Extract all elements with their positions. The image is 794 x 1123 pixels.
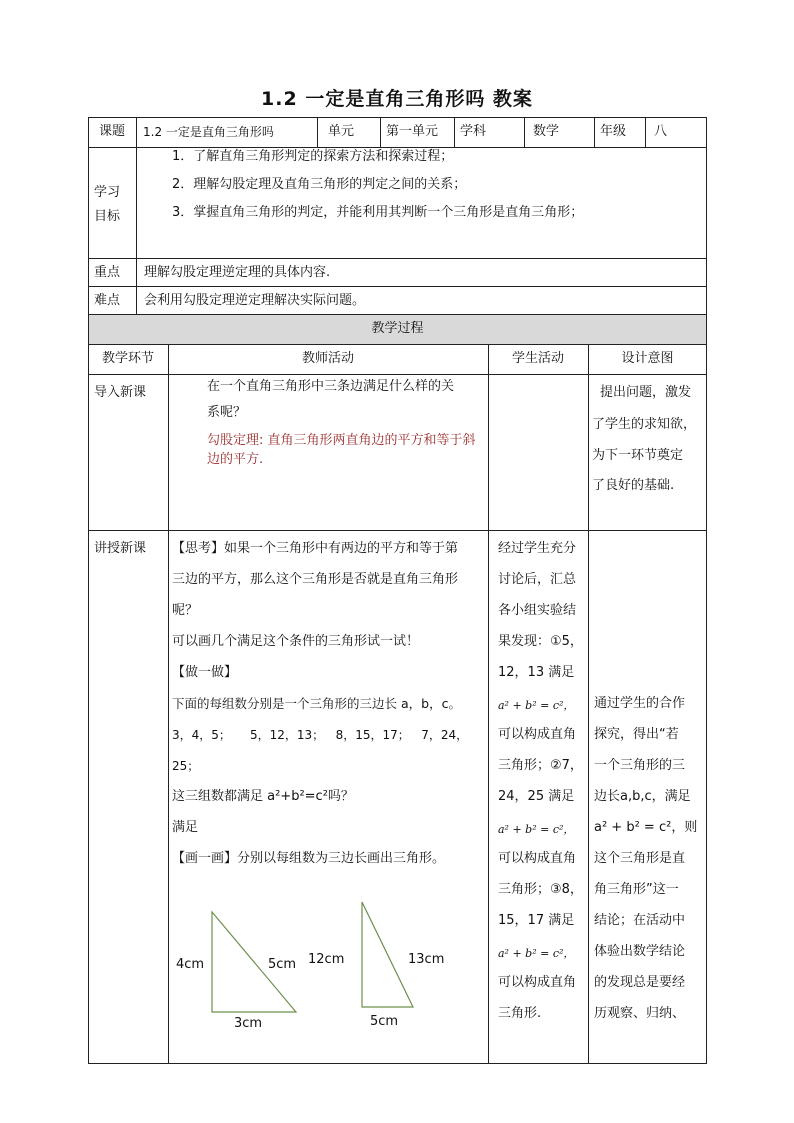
triangle2-left-label: 12cm <box>308 952 345 967</box>
lecture-teacher-line: 三边的平方，那么这个三角形是否就是直角三角形 <box>172 572 459 587</box>
triangle2-hyp-label: 13cm <box>408 952 445 967</box>
intro-teacher-line: 在一个直角三角形中三条边满足什么样的关 <box>207 379 455 394</box>
lecture-teacher-line: 【画一画】分别以每组数为三边长画出三角形。 <box>172 851 446 866</box>
lecture-teacher-line: 可以画几个满足这个条件的三角形试一试！ <box>172 634 420 649</box>
lecture-student-line: 24，25 满足 <box>498 789 575 804</box>
difficulty-label: 难点 <box>94 293 121 308</box>
goal-item: 1．了解直角三角形判定的探索方法和探索过程； <box>172 149 454 164</box>
lecture-intent-line: 这个三角形是直 <box>594 851 686 866</box>
topic-label: 课题 <box>98 124 125 139</box>
lecture-student-line: 讨论后，汇总 <box>498 572 577 587</box>
goal-item: 3．掌握直角三角形的判定，并能利用其判断一个三角形是直角三角形； <box>172 205 584 220</box>
lecture-student-line: 可以构成直角 <box>498 975 577 990</box>
lecture-intent-line: 一个三角形的三 <box>594 758 686 773</box>
grade-value: 八 <box>654 124 668 139</box>
lecture-student-line: 三角形；②7， <box>498 758 583 773</box>
lecture-teacher-line: 3，4，5； 5，12，13； 8，15，17； 7，24， <box>172 728 469 742</box>
lecture-student-line: 三角形；③8， <box>498 882 583 897</box>
subject-label: 学科 <box>460 124 487 139</box>
lecture-student-line: 可以构成直角 <box>498 851 577 866</box>
unit-label: 单元 <box>328 124 355 139</box>
lecture-teacher-line: 满足 <box>172 820 199 835</box>
lecture-teacher-line: 这三组数都满足 a²+b²=c²吗？ <box>172 789 354 804</box>
pythagorean-theorem-note: 勾股定理: 直角三角形两直角边的平方和等于斜边的平方. <box>207 433 476 467</box>
lecture-teacher-line: 下面的每组数分别是一个三角形的三边长 a，b，c。 <box>172 696 461 711</box>
lecture-teacher-line: 【做一做】 <box>172 665 238 680</box>
lecture-student-line: 12，13 满足 <box>498 665 575 680</box>
lecture-student-line: 果发现：①5， <box>498 634 583 649</box>
lecture-intent-line: 结论；在活动中 <box>594 913 686 928</box>
lecture-intent-line: 的发现总是要经 <box>594 975 686 990</box>
lecture-intent-line: 通过学生的合作 <box>594 696 686 711</box>
column-header-student: 学生活动 <box>511 351 564 366</box>
column-header-teacher: 教师活动 <box>301 351 354 366</box>
key-point-label: 重点 <box>94 265 121 280</box>
intro-stage: 导入新课 <box>94 385 147 400</box>
page-title: 1.2 一定是直角三角形吗 教案 <box>261 88 533 110</box>
lecture-student-formula: a² + b² = c²， <box>498 699 575 712</box>
lecture-teacher-line: 呢？ <box>172 603 199 618</box>
triangle1-left-label: 4cm <box>176 957 205 972</box>
process-header: 教学过程 <box>371 321 424 336</box>
intro-intent-line: 了学生的求知欲， <box>592 417 697 432</box>
lecture-intent-line: 探究，得出“若 <box>594 727 679 742</box>
goals-label-line1: 学习 <box>94 185 121 200</box>
grade-label: 年级 <box>600 124 627 139</box>
lecture-student-line: 15，17 满足 <box>498 913 575 928</box>
lecture-stage: 讲授新课 <box>94 541 147 556</box>
triangles-figure <box>172 872 482 1037</box>
intro-intent-line: 为下一环节奠定 <box>592 448 684 463</box>
lecture-student-line: 各小组实验结 <box>498 603 577 618</box>
lecture-student-line: 三角形. <box>498 1006 542 1021</box>
column-header-stage: 教学环节 <box>101 351 154 366</box>
lecture-intent-line: a² + b² = c²，则 <box>594 820 698 835</box>
lecture-student-line: 可以构成直角 <box>498 727 577 742</box>
lecture-student-formula: a² + b² = c²， <box>498 947 575 960</box>
lecture-teacher-line: 25； <box>172 759 200 773</box>
triangle1-bottom-label: 3cm <box>234 1016 263 1031</box>
intro-teacher-line: 系呢？ <box>207 405 247 420</box>
column-header-intent: 设计意图 <box>621 351 674 366</box>
goals-label-line2: 目标 <box>94 209 121 224</box>
difficulty-value: 会利用勾股定理逆定理解决实际问题。 <box>144 293 366 308</box>
lecture-teacher-line: 【思考】如果一个三角形中有两边的平方和等于第 <box>172 541 459 556</box>
intro-intent-line: 提出问题，激发 <box>600 385 692 400</box>
unit-value: 第一单元 <box>386 124 439 139</box>
lecture-intent-line: 体验出数学结论 <box>594 944 686 959</box>
triangle-5-12-13 <box>362 902 413 1007</box>
triangle2-bottom-label: 5cm <box>370 1014 399 1029</box>
goal-item: 2．理解勾股定理及直角三角形的判定之间的关系； <box>172 177 467 192</box>
lecture-intent-line: 历观察、归纳、 <box>594 1006 686 1021</box>
key-point-value: 理解勾股定理逆定理的具体内容. <box>144 265 331 280</box>
topic-value: 1.2 一定是直角三角形吗 <box>143 125 274 139</box>
lecture-intent-line: 边长a,b,c，满足 <box>594 789 691 804</box>
subject-value: 数学 <box>533 124 560 139</box>
lecture-student-formula: a² + b² = c²， <box>498 823 575 836</box>
triangle1-hyp-label: 5cm <box>268 957 297 972</box>
lecture-intent-line: 角三角形”这一 <box>594 882 679 897</box>
intro-intent-line: 了良好的基础. <box>592 478 675 493</box>
lesson-plan-table <box>88 117 707 1063</box>
lecture-student-line: 经过学生充分 <box>498 541 577 556</box>
